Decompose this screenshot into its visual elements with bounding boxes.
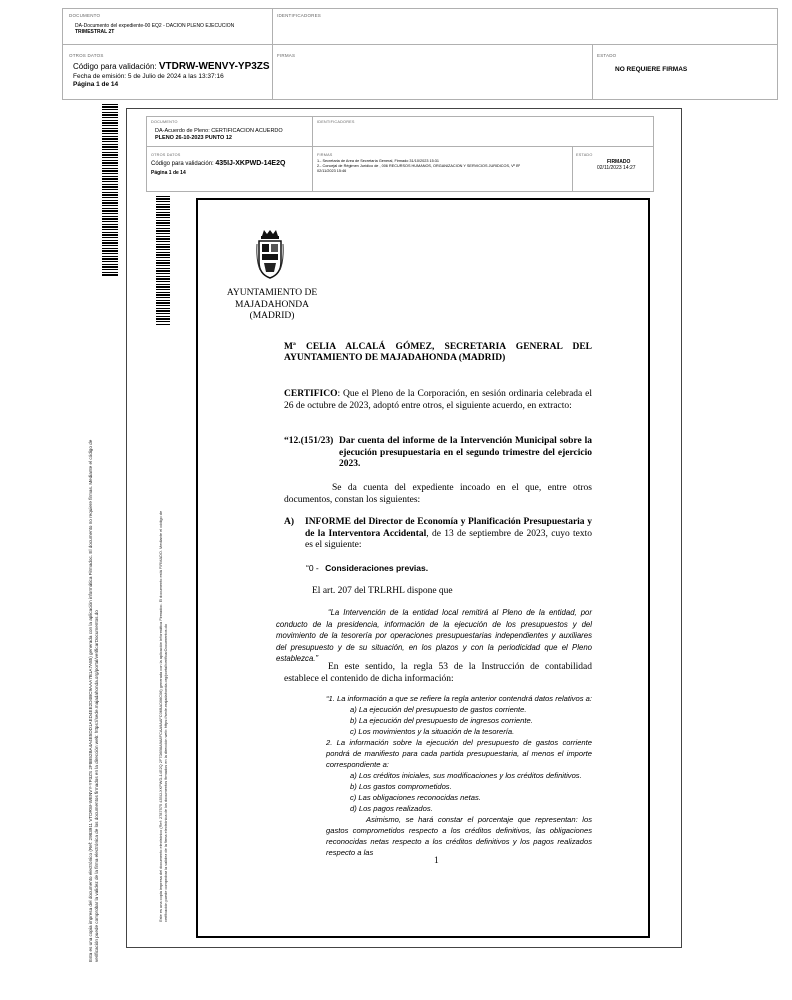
certifico-paragraph xyxy=(284,388,592,412)
section-a-rest: , de 13 de septiembre de 2023, cuyo texto es el siguiente: xyxy=(305,528,592,550)
page-number: 1 xyxy=(434,856,439,866)
rule-1: “1. La información a que se refiere la regla anterior contendrá datos relativos a: xyxy=(326,694,592,703)
inner-estado-date: 02/11/2023 14:27 xyxy=(597,165,636,171)
outer-header xyxy=(62,8,778,100)
rule-1b: b) La ejecución del presupuesto de ingresos corriente. xyxy=(350,716,533,725)
inner-otros-datos-cell xyxy=(147,147,313,191)
certifico-text: : Que el Pleno de la Corporación, en sesión ordinaria celebrada el 26 de octubre de 2023, adoptó entre otros, el siguiente acuerdo, en extracto: xyxy=(284,389,592,411)
outer-fecha: Fecha de emisión: 5 de Julio de 2024 a las 13:37:16 xyxy=(73,73,224,80)
rule-2c: c) Las obligaciones reconocidas netas. xyxy=(350,793,481,802)
inner-firmas-label: FIRMAS xyxy=(317,153,333,157)
consideraciones-heading xyxy=(306,563,428,573)
consideraciones-title: Consideraciones previas. xyxy=(325,563,429,573)
quote-207: “La Intervención de la entidad local remitirá al Pleno de la entidad, por conducto de la presidencia, información de la ejecución de los presupuestos y del movimiento de la tesorería por operaciones presupuestarias independientes y auxiliares del presupuesto y de su situación, en los plazos y con la periodicidad que el Pleno establezca.” xyxy=(276,608,592,663)
item-title: Dar cuenta del informe de la Intervención Municipal sobre la ejecución presupuestaria en el segundo trimestre del ejercicio 2023. xyxy=(339,436,592,469)
outer-documento-value-1: DA-Documento del expediente-00 EQ2 - DACION PLENO EJECUCION xyxy=(75,23,235,29)
rule-2: 2. La información sobre la ejecución del presupuesto de gastos corriente pondrá de manifiesto para cada partida presupuestaria, al menos el importe correspondiente a: xyxy=(326,738,592,769)
inner-codigo-line xyxy=(151,160,285,167)
outer-estado-label: ESTADO xyxy=(597,53,617,58)
inner-codigo-value[interactable]: 435IJ-XKPWD-14E2Q xyxy=(215,160,286,167)
inner-documento-value-2: PLENO 26-10-2023 PUNTO 12 xyxy=(155,135,232,141)
inner-otros-datos-label: OTROS DATOS xyxy=(151,153,181,157)
inner-firma-3: 02/11/2023 15:46 xyxy=(317,169,347,173)
municipality-line-2: MAJADAHONDA xyxy=(235,299,309,310)
outer-estado-cell xyxy=(593,45,777,99)
inner-firmas-cell xyxy=(313,147,573,191)
certifico-label: CERTIFICO xyxy=(284,389,338,399)
rule-2b: b) Los gastos comprometidos. xyxy=(350,782,452,791)
letter-heading: Mª CELIA ALCALÁ GÓMEZ, SECRETARIA GENERAL DEL AYUNTAMIENTO DE MAJADAHONDA (MADRID) xyxy=(284,342,592,363)
outer-barcode-icon xyxy=(102,104,118,276)
inner-side-text-2: verificación puede comprobar la validez de la firma electrónica de los documentos firmados en la dirección web: https://sede.majadahonda.org/portal/verificarDocumentos.do xyxy=(163,623,168,922)
outer-documento-label: DOCUMENTO xyxy=(69,13,101,18)
outer-firmas-cell xyxy=(273,45,593,99)
item-number: “12.(151/23) xyxy=(284,436,334,446)
outer-pagina: Página 1 de 14 xyxy=(73,81,119,88)
outer-side-text-1: Esta es una copia impresa del documento electrónico (Ref: 2983911 VTDRW-WENVY-YP3ZS 2F8B52BA4A4E5DD1AED4EE2D4BC9AAA7B1A7A85) generada con la aplicación informática Firmadoc. El documento no requiere firmas. Mediante el código de xyxy=(88,439,93,962)
art207-text: El art. 207 del TRLRHL dispone que xyxy=(312,586,453,596)
rule-2a: a) Los créditos iniciales, sus modificaciones y los créditos definitivos. xyxy=(350,771,582,780)
paragraph-expediente: Se da cuenta del expediente incoado en el que, entre otros documentos, constan los siguientes: xyxy=(284,483,592,505)
outer-estado-value: NO REQUIERE FIRMAS xyxy=(615,66,688,73)
outer-codigo-value[interactable]: VTDRW-WENVY-YP3ZS xyxy=(158,61,270,72)
municipality-block xyxy=(222,288,322,323)
inner-firma-1: 1.- Secretaria de Area de Secretaría General, Firmado 31/10/2023 15:31 xyxy=(317,159,439,163)
rule-2d: d) Los pagos realizados. xyxy=(350,804,433,813)
outer-otros-datos-cell xyxy=(63,45,273,99)
inner-estado-label: ESTADO xyxy=(576,153,593,157)
inner-documento-cell xyxy=(147,117,313,147)
inner-firma-2: 2.- Concejal de Régimen Jurídico de , 006 RECURSOS HUMANOS, ORGANIZACION Y SERVICIOS JURIDICOS, Vº Bº xyxy=(317,164,521,168)
rule-3: Asimismo, se hará constar el porcentaje que representan: los gastos comprometidos respecto a los créditos definitivos, las obligaciones reconocidas netas respecto a los créditos definitivos y los pagos realizados respecto a las xyxy=(326,815,592,857)
inner-documento-label: DOCUMENTO xyxy=(151,120,178,124)
inner-header xyxy=(146,116,654,192)
section-a-bold: INFORME del Director de Economía y Planificación Presupuestaria y de la Interventora Accidental xyxy=(305,517,592,539)
outer-codigo-label: Código para validación: xyxy=(73,62,157,71)
outer-identificadores-label: IDENTIFICADORES xyxy=(277,13,322,18)
consideraciones-prefix: “0 - xyxy=(306,563,319,573)
inner-codigo-label: Código para validación: xyxy=(151,161,214,167)
section-a-label: A) xyxy=(284,517,295,527)
outer-codigo-line xyxy=(73,61,270,72)
coat-of-arms-icon xyxy=(256,230,284,280)
outer-documento-cell xyxy=(63,9,273,45)
inner-side-text-1: Este es una copia impresa del documento electrónico (Ref: 2787575 435IJ-XKPWD-14E2Q 2F7D6B8A9A8FCAA9AAFC06BAD06C06) generada con la aplicación informática Firmadoc. El documento está FIRMADO. Mediante el código de xyxy=(158,510,163,922)
inner-documento-value-1: DA-Acuerdo de Pleno: CERTIFICACION ACUERDO xyxy=(155,128,283,134)
outer-side-text-2: verificación puede comprobar la validez de la firma electrónica de los documentos firmados en la dirección web: https://sede.majadahonda.org/portal/verificarDocumentos.do xyxy=(94,610,99,962)
municipality-line-1: AYUNTAMIENTO DE xyxy=(226,288,318,298)
rule-1a: a) La ejecución del presupuesto de gastos corriente. xyxy=(350,705,527,714)
inner-pagina: Página 1 de 14 xyxy=(151,170,186,176)
inner-estado-cell xyxy=(573,147,653,191)
inner-identificadores-cell xyxy=(313,117,653,147)
rule-1c: c) Los movimientos y la situación de la tesorería. xyxy=(350,727,515,736)
outer-identificadores-cell xyxy=(273,9,777,45)
outer-otros-datos-label: OTROS DATOS xyxy=(69,53,104,58)
inner-estado-value: FIRMADO xyxy=(607,159,631,165)
inner-barcode-icon xyxy=(156,196,170,326)
municipality-line-3: (MADRID) xyxy=(249,311,295,321)
inner-identificadores-label: IDENTIFICADORES xyxy=(317,120,355,124)
outer-documento-value-2: TRIMESTRAL 2T xyxy=(75,29,115,35)
outer-firmas-label: FIRMAS xyxy=(277,53,296,58)
section-a-text xyxy=(305,517,592,552)
paragraph-regla-53: En este sentido, la regla 53 de la Instrucción de contabilidad establece el contenido de dicha información: xyxy=(284,662,592,684)
